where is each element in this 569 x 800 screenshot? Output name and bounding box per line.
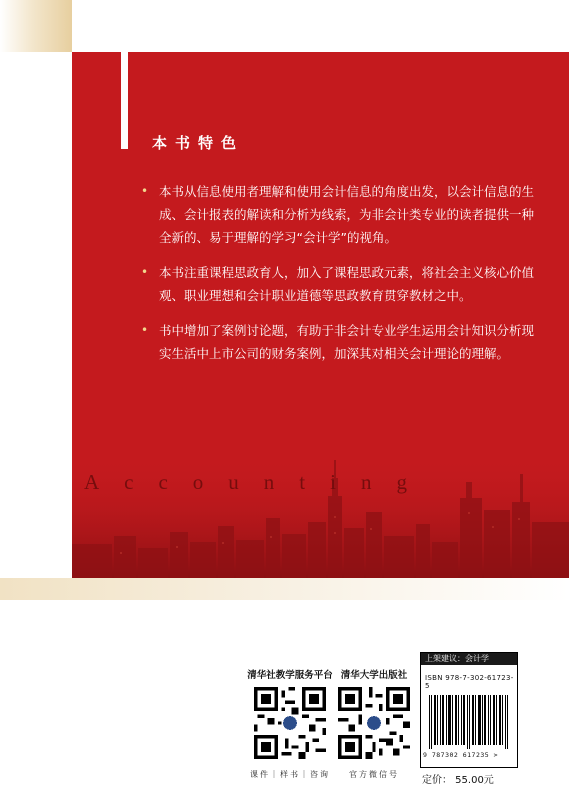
- qr-caption: 官方微信号: [349, 770, 399, 779]
- bullet-icon: •: [141, 265, 149, 279]
- bullet-icon: •: [141, 323, 149, 337]
- bullet-icon: •: [141, 184, 149, 198]
- qr-code-icon[interactable]: [338, 687, 410, 759]
- section-title: 本书特色: [152, 134, 245, 152]
- shelf-suggestion: 上架建议：会计学: [421, 653, 517, 665]
- qr-block-teaching-platform: [242, 667, 338, 780]
- accounting-watermark: Accounting: [84, 470, 432, 494]
- feature-text: 书中增加了案例讨论题，有助于非会计专业学生运用会计知识分析现实生活中上市公司的财务案例，加深其对相关会计理论的理解。: [159, 323, 535, 361]
- qr-code-icon[interactable]: [254, 687, 326, 759]
- qr-block-wechat: [326, 667, 422, 780]
- barcode-digits: 9 787302 617235 >: [423, 751, 499, 759]
- white-accent-bar: [121, 52, 128, 149]
- isbn-text: ISBN 978-7-302-61723-5: [425, 674, 514, 690]
- price-label: 定价： 55.00元: [422, 775, 494, 786]
- feature-list: [135, 180, 545, 377]
- feature-text: 本书注重课程思政育人，加入了课程思政元素，将社会主义核心价值观、职业理想和会计职业道德等思政教育贯穿教材之中。: [159, 265, 535, 303]
- qr-title: 清华社教学服务平台: [247, 670, 333, 681]
- gold-accent-bottom: [0, 578, 569, 600]
- feature-item: [135, 319, 545, 365]
- red-feature-panel: [72, 52, 569, 578]
- qr-title: 清华大学出版社: [340, 670, 408, 681]
- feature-item: [135, 261, 545, 307]
- feature-item: [135, 180, 545, 249]
- qr-caption: 课件｜样书｜咨询: [250, 770, 330, 779]
- gold-accent-top: [0, 0, 72, 52]
- isbn-barcode-label: [420, 652, 518, 768]
- barcode-icon: [427, 695, 511, 749]
- feature-text: 本书从信息使用者理解和使用会计信息的角度出发，以会计信息的生成、会计报表的解读和分析为线索，为非会计类专业的读者提供一种全新的、易于理解的学习“会计学”的视角。: [159, 184, 535, 245]
